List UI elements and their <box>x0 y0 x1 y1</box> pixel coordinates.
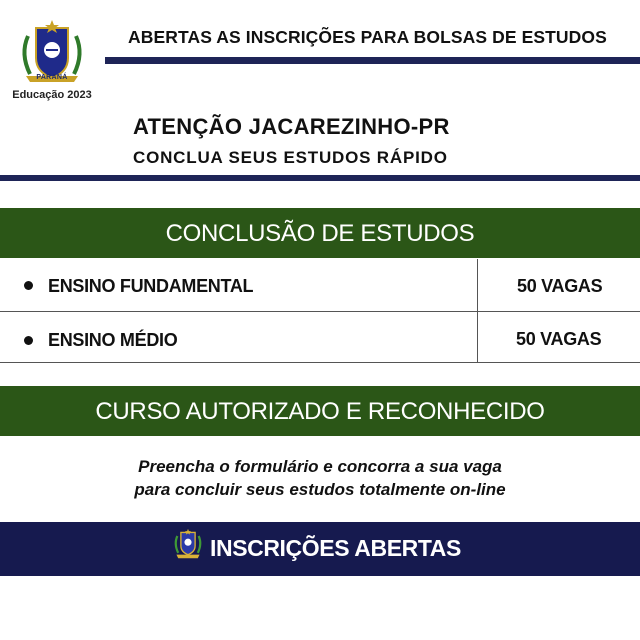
attention-heading: ATENÇÃO JACAREZINHO-PR <box>133 114 450 139</box>
bullet-icon <box>24 281 33 290</box>
table-row <box>0 312 640 362</box>
header-divider <box>105 57 640 64</box>
logo-year-label: Educação 2023 <box>12 89 92 101</box>
vagas-label: 50 VAGAS <box>517 276 603 296</box>
instruction-line-1: Preencha o formulário e concorra a sua vaga <box>138 457 502 476</box>
section-header-conclusao: CONCLUSÃO DE ESTUDOS <box>0 208 640 258</box>
section-header-curso: CURSO AUTORIZADO E RECONHECIDO <box>0 386 640 436</box>
vagas-label: 50 VAGAS <box>516 329 602 349</box>
bullet-icon <box>24 336 33 345</box>
level-label: ENSINO FUNDAMENTAL <box>48 276 254 296</box>
logo-state-label: PARANÁ <box>36 74 68 81</box>
coat-of-arms-logo <box>172 528 204 568</box>
page-title: ABERTAS AS INSCRIÇÕES PARA BOLSAS DE ESTUDOS <box>128 27 607 47</box>
row-divider <box>0 362 640 363</box>
attention-subheading: CONCLUA SEUS ESTUDOS RÁPIDO <box>133 148 448 167</box>
section-divider <box>0 175 640 181</box>
level-label: ENSINO MÉDIO <box>48 330 178 350</box>
instruction-line-2: para concluir seus estudos totalmente on-line <box>134 480 506 499</box>
column-divider <box>477 259 478 362</box>
table-row <box>0 259 640 311</box>
inscricoes-label: INSCRIÇÕES ABERTAS <box>210 535 461 561</box>
